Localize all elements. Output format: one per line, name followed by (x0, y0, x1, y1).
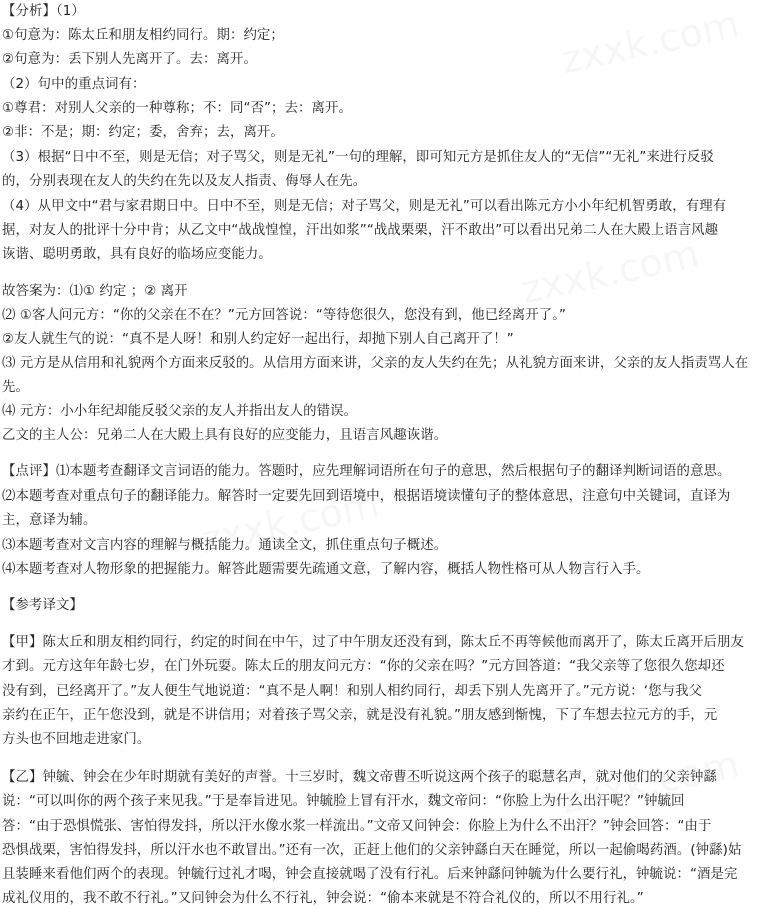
translation-jia-line: 没有到，已经离开了。”友人便生气地说道：“真不是人啊！和别人相约同行，却丢下别人先离开了。”元方说：‘您与我父 (2, 684, 703, 699)
translation-yi-line: 且装睡来看他们两个的表现。钟毓行过礼才喝，钟会直接就喝了没有行礼。后来钟繇问钟毓为什么要行礼，钟毓说：“酒是完 (2, 867, 738, 882)
comment-line: 【点评】⑴本题考查翻译文言词语的能力。答题时，应先理解词语所在句子的意思，然后根据句子的翻译判断词语的意思。 (2, 464, 731, 479)
translation-jia-line: 方头也不回地走进家门。 (2, 732, 151, 747)
analysis-line: （3）根据“日中不至，则是无信；对子骂父，则是无礼”一句的理解，即可知元方是抓住友人的“无信”“无礼”来进行反驳 (2, 150, 714, 165)
answer-line: ⑶ 元方是从信用和礼貌两个方面来反驳的。从信用方面来讲，父亲的友人失约在先；从礼貌方面来讲，父亲的友人指责骂人在 (2, 356, 749, 371)
comment-line: ⑶本题考查对文言内容的理解与概括能力。通读全文，抓住重点句子概述。 (2, 538, 448, 553)
translation-yi-line: 恐惧战栗，害怕得发抖，所以汗水也不敢冒出。”还有一次，正赶上他们的父亲钟繇白天在睡觉，所以一起偷喝药酒。(钟繇)姑 (2, 843, 742, 858)
comment-line: 主，意译为辅。 (2, 513, 97, 528)
translation-yi-line: 说：“可以叫你的两个孩子来见我。”于是奉旨进见。钟毓脸上冒有汗水，魏文帝问：“你脸上为什么出汗呢？”钟毓回 (2, 794, 685, 809)
answer-line: ⑷ 元方：小小年纪却能反驳父亲的友人并指出友人的错误。 (2, 404, 358, 419)
translation-jia-line: 才到。元方这年年龄七岁，在门外玩耍。陈太丘的朋友问元方：“你的父亲在吗？”元方回答道：“我父亲等了您很久您却还 (2, 659, 725, 674)
answer-line: 先。 (2, 380, 29, 395)
answer-line: 乙文的主人公：兄弟二人在大殿上具有良好的应变能力，且语言风趣诙谐。 (2, 428, 448, 443)
analysis-line: 据，对友人的批评十分中肯；从乙文中“战战惶惶，汗出如浆”“战战栗栗，汗不敢出”可以看出兄弟二人在大殿上语言风趣 (2, 223, 719, 238)
translation-yi-line: 【乙】钟毓、钟会在少年时期就有美好的声誉。十三岁时，魏文帝曹丕听说这两个孩子的聪慧名声，就对他们的父亲钟繇 (2, 770, 717, 785)
translation-jia-line: 亲约在正午，正午您没到，就是不讲信用；对着孩子骂父亲，就是没有礼貌。”朋友感到惭愧，下了车想去拉元方的手，元 (2, 708, 718, 723)
analysis-line: 【分析】（1） (2, 4, 85, 19)
analysis-line: 的，分别表现在友人的失约在先以及友人指责、侮辱人在先。 (2, 174, 367, 189)
analysis-line: ②非：不是；期：约定；委，舍弃；去，离开。 (2, 125, 284, 140)
analysis-line: ①尊君：对别人父亲的一种尊称；不：同“否”；去：离开。 (2, 101, 352, 116)
answer-line: ⑵ ①客人问元方：“你的父亲在不在？”元方回答说：“等待您很久，您没有到，他已经离开了。” (2, 308, 567, 323)
analysis-line: ②句意为：丢下别人先离开了。去：离开。 (2, 52, 257, 67)
translation-heading: 【参考译文】 (2, 598, 83, 613)
analysis-line: ①句意为：陈太丘和朋友相约同行。期：约定； (2, 28, 284, 43)
translation-jia-line: 【甲】陈太丘和朋友相约同行，约定的时间在中午，过了中午朋友还没有到，陈太丘不再等候他而离开了，陈太丘离开后朋友 (2, 635, 744, 650)
comment-line: ⑵本题考查对重点句子的翻译能力。解答时一定要先回到语境中，根据语境读懂句子的整体意思，注意句中关键词，直译为 (2, 489, 731, 504)
translation-yi-line: 答：“由于恐惧慌张、害怕得发抖，所以汗水像水浆一样流出。”文帝又问钟会：你脸上为什么不出汗？”钟会回答：“由于 (2, 819, 712, 834)
analysis-line: （2）句中的重点词有： (2, 77, 146, 92)
translation-yi-line: 成礼仪用的，我不敢不行礼。”又问钟会为什么不行礼，钟会说：“偷本来就是不符合礼仪的，所以不用行礼。” (2, 891, 644, 906)
analysis-line: 诙谐、聪明勇敢，具有良好的临场应变能力。 (2, 247, 272, 262)
answer-line: ②友人就生气的说：“真不是人呀！和别人约定好一起出行，却抛下别人自己离开了！” (2, 332, 514, 347)
answer-line: 故答案为：⑴① 约定 ；② 离开 (2, 284, 188, 299)
analysis-line: （4）从甲文中“君与家君期日中。日中不至，则是无信；对子骂父，则是无礼”可以看出陈元方小小年纪机智勇敢，有理有 (2, 199, 727, 214)
comment-line: ⑷本题考查对人物形象的把握能力。解答此题需要先疏通文意，了解内容，概括人物性格可从人物言行入手。 (2, 562, 650, 577)
